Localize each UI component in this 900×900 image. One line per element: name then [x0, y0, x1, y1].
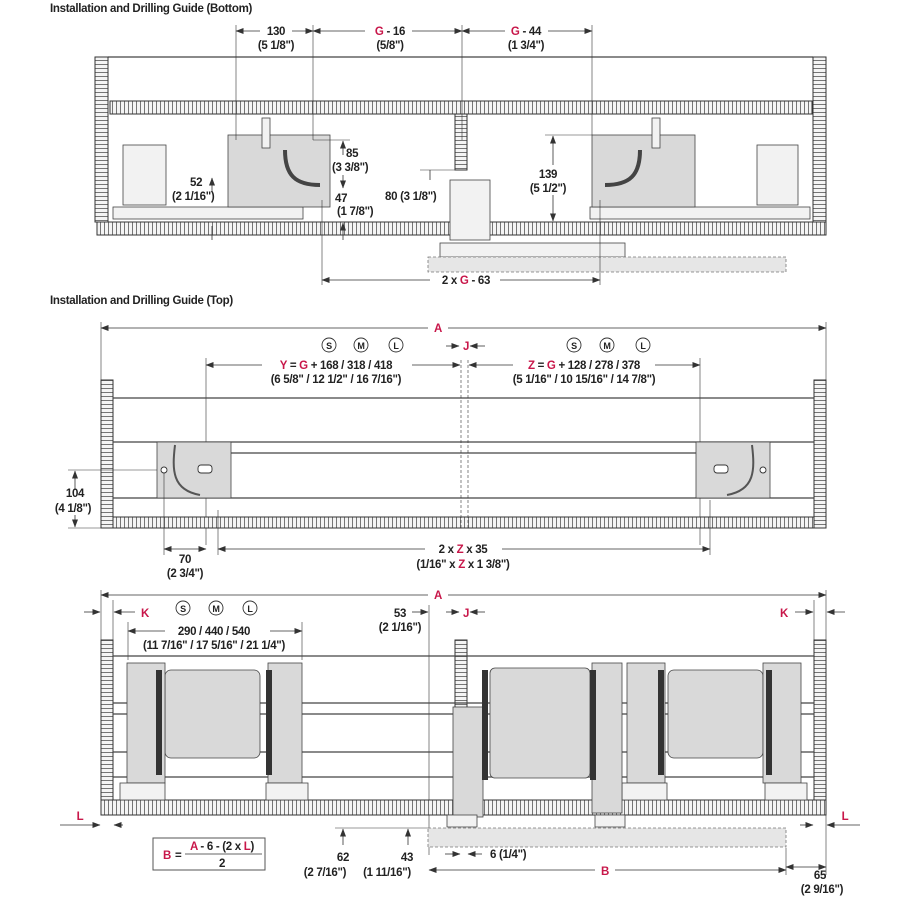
dim-g-16-inch: (5/8")	[376, 40, 404, 52]
dim-104: 104	[65, 488, 85, 500]
dim-139: 139	[538, 169, 558, 181]
formula-b	[153, 838, 265, 870]
door-outline	[428, 257, 786, 272]
top-view	[50, 295, 826, 580]
dim-a: A	[433, 590, 443, 602]
dim-85-inch: (3 3/8")	[332, 162, 369, 174]
formula-denominator: 2	[218, 858, 226, 870]
dim-2xz-35: 2 x Z x 35	[438, 544, 488, 556]
dim-80: 80 (3 1/8")	[385, 191, 437, 203]
dim-70: 70	[178, 554, 192, 566]
dim-47-inch: (1 7/8")	[337, 206, 374, 218]
bottom-view	[50, 3, 826, 287]
dim-g-16: G - 16	[374, 26, 406, 38]
size-indicators-right	[567, 338, 650, 352]
dim-53-inch: (2 1/16")	[378, 622, 422, 634]
dim-65: 65	[813, 870, 827, 882]
svg-text:M: M	[603, 341, 611, 351]
dim-130: 130	[266, 26, 286, 38]
shelf	[110, 101, 812, 114]
svg-text:S: S	[180, 604, 186, 614]
dim-j: J	[462, 608, 470, 620]
cabinet-side-right	[813, 57, 826, 222]
dim-43-inch: (1 11/16")	[363, 867, 411, 879]
dim-139-inch: (5 1/2")	[529, 183, 567, 195]
mounting-plate-left	[123, 145, 166, 205]
door-outline	[428, 828, 786, 847]
door-runner	[440, 243, 625, 257]
dim-62: 62	[336, 852, 350, 864]
svg-text:M: M	[357, 341, 365, 351]
dim-43: 43	[400, 852, 414, 864]
cabinet-side-left	[95, 57, 108, 222]
size-indicators-left	[322, 338, 403, 352]
dim-2xg-63: 2 x G - 63	[441, 275, 491, 287]
mounting-bracket-left	[157, 442, 231, 498]
dim-y-inch: (6 5/8" / 12 1/2" / 16 7/16")	[270, 374, 402, 386]
dim-l-left: L	[76, 811, 84, 823]
dim-k-right: K	[779, 608, 789, 620]
cabinet-side-right	[814, 380, 826, 528]
dim-l-right: L	[841, 811, 849, 823]
dim-g-44-inch: (1 3/4")	[507, 40, 545, 52]
front-view	[60, 590, 860, 896]
drawer-mechanism-left	[120, 663, 308, 800]
mounting-bracket-right	[696, 442, 770, 498]
runner-right	[590, 207, 810, 219]
dim-290-440-540: 290 / 440 / 540	[177, 626, 251, 638]
bottom-panel-right	[464, 222, 826, 235]
cabinet-side-right	[814, 640, 826, 800]
dim-2xz-35-inch: (1/16" x Z x 1 3/8")	[416, 559, 510, 571]
section-title-top: Installation and Drilling Guide (Top)	[50, 295, 233, 307]
soft-close-mechanism-right	[592, 135, 695, 207]
mounting-plate-right	[757, 145, 798, 205]
dim-53: 53	[393, 608, 407, 620]
dim-62-inch: (2 7/16")	[303, 867, 347, 879]
svg-text:S: S	[571, 341, 577, 351]
svg-text:L: L	[393, 341, 399, 351]
dim-b: B	[600, 866, 610, 878]
cabinet-side-left	[101, 380, 113, 528]
dim-47: 47	[335, 193, 348, 205]
dim-104-inch: (4 1/8")	[54, 503, 92, 515]
svg-text:S: S	[326, 341, 332, 351]
dim-130-inch: (5 1/8")	[257, 40, 295, 52]
dim-52-inch: (2 1/16")	[172, 191, 215, 203]
svg-text:L: L	[640, 341, 646, 351]
svg-text:=: =	[175, 850, 182, 862]
dim-z-inch: (5 1/16" / 10 15/16" / 14 7/8")	[512, 374, 656, 386]
dim-a: A	[433, 323, 443, 335]
dim-85: 85	[346, 148, 359, 160]
svg-text:M: M	[212, 604, 220, 614]
soft-close-mechanism-left	[228, 135, 330, 207]
dim-g-44: G - 44	[510, 26, 542, 38]
dim-290-440-540-inch: (11 7/16" / 17 5/16" / 21 1/4")	[143, 640, 285, 652]
runner-left	[113, 207, 303, 219]
svg-text:L: L	[247, 604, 253, 614]
dim-70-inch: (2 3/4")	[166, 568, 204, 580]
center-bracket	[450, 180, 490, 240]
dim-j: J	[462, 341, 470, 353]
section-title-bottom: Installation and Drilling Guide (Bottom)	[50, 3, 253, 15]
dim-52: 52	[190, 177, 203, 189]
dim-z: Z = G + 128 / 278 / 378	[527, 360, 641, 372]
dim-k-left: K	[140, 608, 150, 620]
formula-numerator: A - 6 - (2 x L)	[189, 841, 255, 853]
bottom-panel-left	[97, 222, 462, 235]
drawer-mechanism-right	[622, 663, 807, 800]
cabinet-side-left	[101, 640, 113, 800]
dim-65-inch: (2 9/16")	[800, 884, 844, 896]
svg-text:B: B	[163, 850, 172, 862]
center-divider	[455, 114, 467, 170]
dim-y: Y = G + 168 / 318 / 418	[279, 360, 393, 372]
dim-6: 6 (1/4")	[490, 849, 527, 861]
